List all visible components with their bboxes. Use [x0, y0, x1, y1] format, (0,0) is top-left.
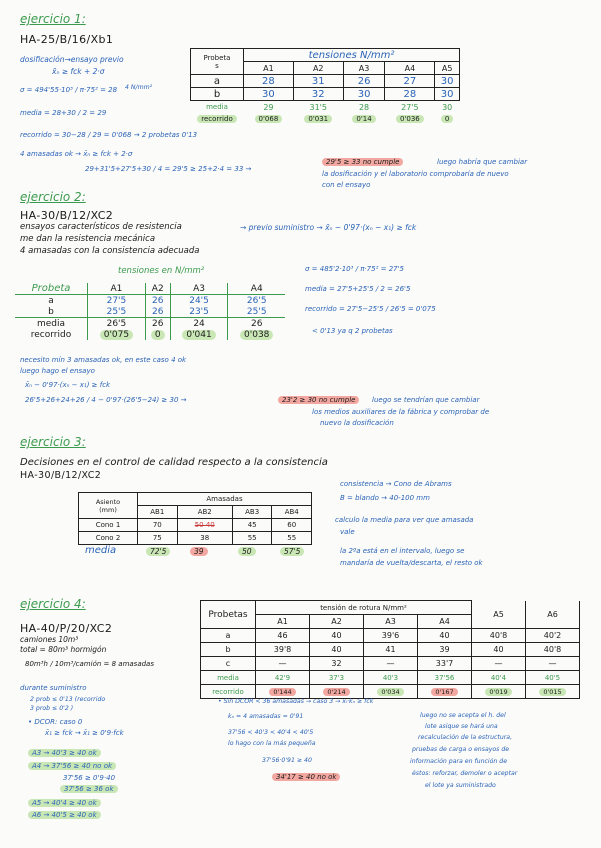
recorrido-cell: 0'068 [244, 113, 294, 125]
ej1-note: la dosificación y el laboratorio comprobaría de nuevo [322, 170, 509, 178]
recorrido-cell: 0'038 [228, 329, 285, 340]
media-cell: 26 [251, 318, 263, 329]
col-header: AB1 [138, 506, 178, 519]
cell: 41 [364, 643, 418, 657]
cell: 50 40 [177, 519, 232, 532]
col-header: A4 [385, 62, 435, 75]
cell: 28 [385, 88, 435, 101]
ej4-note: • Sin DCOR < 36 amasadas → caso 3 → xᵢ·kₙ ≥ fck [218, 698, 374, 705]
recorrido-cell: 0'14 [343, 113, 385, 125]
recorrido-cell: 0'075 [88, 329, 146, 340]
ej3-heading: Decisiones en el control de calidad respecto a la consistencia [20, 457, 328, 468]
recorrido-cell: 0 [145, 329, 170, 340]
ej1-no-cumple: 29'5 ≥ 33 no cumple [322, 158, 403, 166]
media-cell: 29 [263, 102, 274, 112]
cell: — [256, 657, 310, 671]
ej4-check: 37'56 ≥ 36 ok [60, 785, 118, 793]
media-cell: 42'9 [256, 671, 310, 685]
cell: 30 [435, 75, 460, 88]
ej4-line: camiones 10m³ [20, 635, 79, 644]
ej2-media: media = 27'5+25'5 / 2 = 26'5 [305, 285, 411, 293]
ej4-line: durante suministro [20, 684, 87, 692]
recorrido-cell: 0'019 [472, 685, 526, 699]
cell: 40'8 [472, 629, 526, 643]
ej1-note: 4 N/mm² [125, 84, 153, 91]
row-label: c [201, 657, 256, 671]
ej1-table-header: Probeta s [191, 49, 244, 75]
cell: 31 [293, 75, 343, 88]
ej3-note: la 2ºa está en el intervalo, luego se [340, 547, 465, 555]
media-cell: 24 [170, 318, 228, 330]
cell: 40'8 [526, 643, 580, 657]
row-label: b [201, 643, 256, 657]
cell: 39'6 [364, 629, 418, 643]
ej4-note: el lote ya suministrado [425, 782, 496, 789]
row-label: Cono 1 [79, 519, 138, 532]
cell: 30 [343, 88, 385, 101]
ej3-media-cell: 57'5 [280, 547, 304, 556]
cell: 26 [343, 75, 385, 88]
ej4-note: lote asique se hará una [425, 723, 498, 730]
ej4-table [200, 600, 580, 699]
recorrido-label: recorrido [191, 113, 244, 125]
cell: 40 [310, 643, 364, 657]
cell: 27'5 [88, 295, 146, 307]
media-label: media [206, 103, 228, 111]
col-header: A5 [472, 601, 526, 629]
row-label: a [15, 295, 88, 307]
cell: 26 [145, 306, 170, 318]
recorrido-label: recorrido [201, 685, 256, 699]
row-label: a [191, 75, 244, 88]
recorrido-cell: 0'034 [364, 685, 418, 699]
ej2-line: ensayos característicos de resistencia [20, 222, 182, 232]
ej3-note: vale [340, 528, 355, 536]
ej2-no-cumple: 23'2 ≥ 30 no cumple [278, 396, 359, 404]
media-cell: 37'3 [310, 671, 364, 685]
ej1-recorrido: recorrido = 30−28 / 29 = 0'068 → 2 probetas 0'13 [20, 131, 198, 139]
col-header: A6 [526, 601, 580, 629]
col-header: AB3 [232, 506, 272, 519]
media-cell: 40'3 [364, 671, 418, 685]
media-cell: 28 [358, 102, 370, 112]
recorrido-cell: 0'041 [170, 329, 228, 340]
cell: 32 [293, 88, 343, 101]
ej1-table-group: tensiones N/mm² [244, 49, 460, 62]
ej3-media-cell: 39 [190, 547, 208, 556]
ej3-table-header: Asiento (mm) [79, 493, 138, 519]
ej1-note: luego habría que cambiar [437, 158, 528, 166]
ej1-calc: 29+31'5+27'5+30 / 4 = 29'5 ≥ 25+2·4 = 33 → [85, 165, 252, 173]
cell: 46 [256, 629, 310, 643]
col-header: A2 [293, 62, 343, 75]
col-header: A4 [418, 615, 472, 629]
cell: 27 [385, 75, 435, 88]
cell: 25'5 [88, 306, 146, 318]
media-label: media [201, 671, 256, 685]
media-cell: 27'5 [401, 102, 419, 112]
cell: 39 [418, 643, 472, 657]
ej4-line: 2 prob ≤ 0'13 (recorrido [30, 696, 106, 703]
ej2-note: luego hago el ensayo [20, 367, 95, 375]
ej1-table [190, 48, 460, 125]
ej2-sigma: σ = 485'2·10³ / π·75² = 27'5 [305, 265, 404, 273]
cell: 30 [435, 88, 460, 101]
row-label: b [15, 306, 88, 318]
ej3-code: HA-30/B/12/XC2 [20, 470, 102, 481]
ej2-note: < 0'13 ya q 2 probetas [312, 327, 393, 335]
ej4-note: pruebas de carga o ensayos de [412, 746, 510, 753]
col-header: A1 [256, 615, 310, 629]
media-cell: 37'56 [418, 671, 472, 685]
ej2-recorrido: recorrido = 27'5−25'5 / 26'5 = 0'075 [305, 305, 436, 313]
ej3-table [78, 492, 312, 545]
cell: 40 [418, 629, 472, 643]
recorrido-cell: 0'015 [526, 685, 580, 699]
ej2-title: ejercicio 2: [20, 190, 86, 204]
ej1-note: dosificación→ensayo previo [20, 55, 124, 64]
ej4-note: 37'56·0'91 ≥ 40 [262, 757, 312, 764]
cell: 60 [272, 519, 312, 532]
ej3-note: consistencia → Cono de Abrams [340, 480, 452, 488]
col-header: A2 [310, 615, 364, 629]
media-cell: 26'5 [88, 318, 146, 330]
ej2-note: nuevo la dosificación [320, 419, 394, 427]
ej2-formula: x̄ₙ − 0'97·(xₙ − x₁) ≥ fck [25, 381, 111, 389]
cell: 39'8 [256, 643, 310, 657]
cell: 55 [272, 532, 312, 545]
ej4-note: luego no se acepta el h. del [420, 712, 506, 719]
ej2-note: necesito mín 3 amasadas ok, en este caso 4 ok [20, 356, 187, 364]
ej4-line: x̄₁ ≥ fck → x̄₁ ≥ 0'9·fck [45, 729, 124, 737]
ej4-table-header: Probetas [201, 601, 256, 629]
cell: 40'2 [526, 629, 580, 643]
ej2-line: → previo suministro → x̄ₙ − 0'97·(xₙ − x₁) ≥ fck [240, 223, 417, 232]
ej4-note: 37'56 < 40'3 < 40'4 < 40'5 [228, 729, 314, 736]
ej4-line: total = 80m³ hormigón [20, 645, 107, 654]
ej1-sigma: σ = 494'55·10³ / π·75² = 28 [20, 86, 118, 94]
ej3-media-cell: 72'5 [146, 547, 170, 556]
ej2-calc: 26'5+26+24+26 / 4 − 0'97·(26'5−24) ≥ 30 → [25, 396, 187, 404]
col-header: A1 [88, 283, 146, 295]
cell: 40 [310, 629, 364, 643]
cell: 55 [232, 532, 272, 545]
recorrido-cell: 0'144 [256, 685, 310, 699]
ej4-line: 80m³h / 10m³/camión = 8 amasadas [25, 660, 154, 668]
row-label: a [201, 629, 256, 643]
media-cell: 26 [145, 318, 170, 330]
cell: — [526, 657, 580, 671]
ej4-note: éstos: reforzar, demoler o aceptar [412, 770, 518, 777]
ej4-check: A4 → 37'56 ≥ 40 no ok [28, 762, 116, 770]
recorrido-cell: 0 [435, 113, 460, 125]
cell: 26 [145, 295, 170, 307]
media-cell: 31'5 [309, 102, 327, 112]
cell: — [364, 657, 418, 671]
col-header: AB2 [177, 506, 232, 519]
recorrido-label: recorrido [15, 329, 88, 340]
cell: 23'5 [170, 306, 228, 318]
ej1-note: con el ensayo [322, 181, 371, 189]
cell: 38 [177, 532, 232, 545]
cell: 32 [310, 657, 364, 671]
ej4-check: 37'56 ≥ 0'9·40 [63, 774, 116, 782]
col-header: A3 [170, 283, 228, 295]
ej2-table-group: tensiones en N/mm² [118, 266, 205, 276]
cell: 30 [244, 88, 294, 101]
col-header: A3 [343, 62, 385, 75]
ej1-title: ejercicio 1: [20, 12, 86, 26]
ej3-media-cell: 50 [238, 547, 256, 556]
ej3-note: B = blando → 40-100 mm [340, 494, 430, 502]
ej2-note: luego se tendrían que cambiar [372, 396, 480, 404]
cell: — [472, 657, 526, 671]
cell: 26'5 [246, 295, 267, 306]
ej4-table-group: tensión de rotura N/mm² [256, 601, 472, 615]
ej1-note: 4 amasadas ok → x̄ₙ ≥ fck + 2·σ [20, 150, 133, 158]
recorrido-cell: 0'031 [293, 113, 343, 125]
col-header: A2 [145, 283, 170, 295]
ej3-title: ejercicio 3: [20, 435, 86, 449]
cell: 33'7 [418, 657, 472, 671]
ej3-media-label: media [85, 545, 117, 556]
col-header: AB4 [272, 506, 312, 519]
col-header: A1 [244, 62, 294, 75]
col-header: A3 [364, 615, 418, 629]
ej2-table-header: Probeta [15, 283, 88, 295]
ej3-note: mandaría de vuelta/descarta, el resto ok [340, 559, 483, 567]
ej2-line: 4 amasadas con la consistencia adecuada [20, 246, 200, 256]
ej1-code: HA-25/B/16/Xb1 [20, 33, 114, 46]
ej1-media: media = 28+30 / 2 = 29 [20, 109, 107, 117]
ej4-code: HA-40/P/20/XC2 [20, 622, 113, 635]
row-label: Cono 2 [79, 532, 138, 545]
media-cell: 40'5 [526, 671, 580, 685]
media-label: media [15, 318, 88, 330]
media-cell: 30 [442, 102, 453, 112]
ej4-check: A6 → 40'5 ≥ 40 ok [28, 811, 101, 819]
ej4-note: kₙ = 4 amasadas = 0'91 [228, 713, 304, 720]
ej4-note: lo hago con la más pequeña [228, 740, 316, 747]
ej4-note: información para en función de [410, 758, 508, 765]
ej4-no-ok: 34'17 ≥ 40 no ok [272, 773, 340, 781]
recorrido-cell: 0'167 [418, 685, 472, 699]
recorrido-cell: 0'214 [310, 685, 364, 699]
ej3-table-group: Amasadas [138, 493, 312, 506]
cell: 70 [138, 519, 178, 532]
cell: 45 [232, 519, 272, 532]
cell: 24'5 [170, 295, 228, 307]
ej4-note: recalculación de la estructura, [418, 734, 513, 741]
ej4-title: ejercicio 4: [20, 597, 86, 611]
ej2-table [15, 283, 285, 340]
cell: 75 [138, 532, 178, 545]
row-label: b [191, 88, 244, 101]
cell: 25'5 [228, 306, 285, 318]
cell: 28 [244, 75, 294, 88]
ej2-line: me dan la resistencia mecánica [20, 234, 156, 244]
col-header: A5 [435, 62, 460, 75]
ej1-note: x̄ₙ ≥ fck + 2·σ [52, 67, 105, 76]
ej4-check: A5 → 40'4 ≥ 40 ok [28, 799, 101, 807]
ej4-line: • DCOR: caso 0 [28, 718, 83, 726]
ej2-code: HA-30/B/12/XC2 [20, 209, 114, 222]
ej4-line: 3 prob ≤ 0'2 ) [30, 705, 74, 712]
ej4-check: A3 → 40'3 ≥ 40 ok [28, 749, 101, 757]
ej2-note: los medios auxiliares de la fábrica y comprobar de [312, 408, 490, 416]
cell: 40 [472, 643, 526, 657]
ej3-note: calculo la media para ver que amasada [335, 516, 474, 524]
media-cell: 40'4 [472, 671, 526, 685]
recorrido-cell: 0'036 [385, 113, 435, 125]
col-header: A4 [228, 283, 285, 295]
